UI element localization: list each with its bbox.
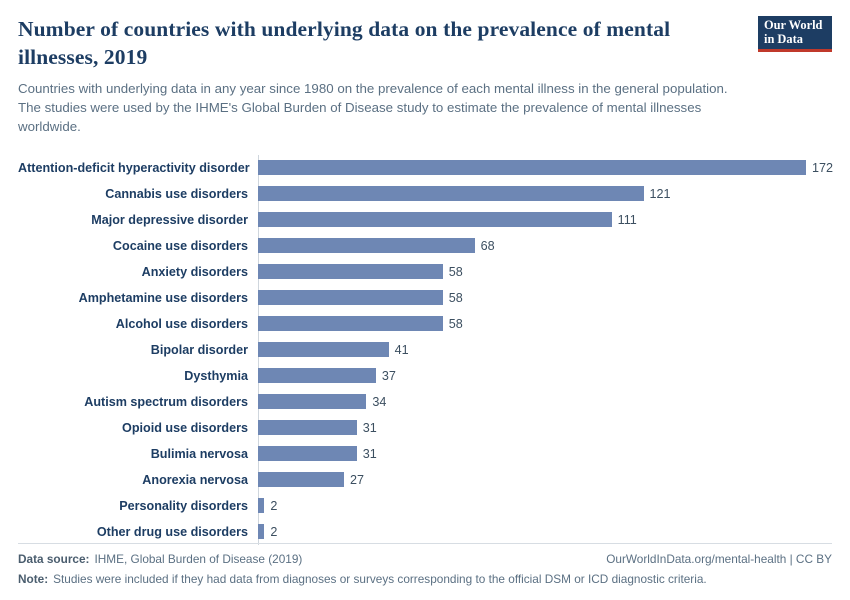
bar[interactable] [258, 316, 443, 331]
bar[interactable] [258, 446, 357, 461]
bar-zone [258, 467, 832, 493]
bar-category-label: Other drug use disorders [96, 524, 248, 539]
bar-row[interactable] [18, 311, 832, 337]
bar[interactable] [258, 498, 264, 513]
bar[interactable] [258, 342, 389, 357]
bar-row[interactable] [18, 207, 832, 233]
bar[interactable] [258, 290, 443, 305]
bar[interactable] [258, 368, 376, 383]
bar-zone [258, 155, 833, 181]
bar-value-label: 58 [448, 290, 463, 305]
bar-row[interactable] [18, 467, 832, 493]
bar-zone [258, 311, 832, 337]
bar-category-label: Anxiety disorders [141, 264, 248, 279]
bar-category-label: Autism spectrum disorders [84, 394, 248, 409]
bar-category-label: Bulimia nervosa [150, 446, 248, 461]
bar-value-label: 2 [270, 498, 278, 513]
note-text: Studies were included if they had data from diagnoses or surveys corresponding to the official DSM or ICD diagnostic criteria. [53, 572, 707, 586]
bar-row[interactable] [18, 493, 832, 519]
footer-link[interactable]: OurWorldInData.org/mental-health | CC BY [606, 552, 832, 566]
bar-category-label: Cocaine use disorders [112, 238, 248, 253]
page-title: Number of countries with underlying data on the prevalence of mental illnesses, 2019 [18, 17, 671, 69]
title-block [18, 16, 738, 137]
bar[interactable] [258, 394, 366, 409]
bar-zone [258, 337, 832, 363]
bar-zone [258, 441, 832, 467]
our-world-in-data-logo[interactable] [758, 16, 832, 52]
bar-row[interactable] [18, 441, 832, 467]
bar-zone [258, 285, 832, 311]
bar-zone [258, 181, 832, 207]
bar-category-label: Bipolar disorder [150, 342, 248, 357]
bar-category-label: Amphetamine use disorders [78, 290, 248, 305]
bar-value-label: 121 [649, 186, 671, 201]
bar-value-label: 31 [362, 420, 377, 435]
bar-zone [258, 259, 832, 285]
note-label: Note: [18, 572, 49, 586]
bar-rows [18, 155, 832, 545]
bar-row[interactable] [18, 519, 832, 545]
footer-source [18, 552, 302, 566]
bar-value-label: 27 [350, 472, 365, 487]
chart-subtitle: Countries with underlying data in any year since 1980 on the prevalence of each mental illness in the general population. The studies were used by the IHME's Global Burden of Disease study to estimate the prevalence of mental illnesses worldwide. [18, 81, 728, 134]
bar-zone [258, 389, 832, 415]
bar-zone [258, 207, 832, 233]
bar[interactable] [258, 186, 644, 201]
chart-footer [18, 543, 832, 586]
chart-header [18, 16, 832, 137]
logo-line-2: in Data [764, 31, 803, 46]
source-label: Data source: [18, 552, 90, 566]
bar-value-label: 37 [381, 368, 396, 383]
bar-category-label: Cannabis use disorders [105, 186, 248, 201]
bar-row[interactable] [18, 285, 832, 311]
bar-category-label: Attention-deficit hyperactivity disorder [18, 160, 250, 175]
bar-row[interactable] [18, 415, 832, 441]
bar-category-label: Dysthymia [184, 368, 248, 383]
source-text: IHME, Global Burden of Disease (2019) [94, 552, 303, 566]
bar[interactable] [258, 264, 443, 279]
bar-value-label: 68 [480, 238, 495, 253]
bar[interactable] [258, 212, 612, 227]
bar[interactable] [258, 472, 344, 487]
bar-value-label: 111 [617, 212, 637, 227]
bar-category-label: Alcohol use disorders [115, 316, 248, 331]
bar-zone [258, 493, 832, 519]
bar[interactable] [258, 420, 357, 435]
bar-chart [18, 155, 832, 545]
bar-value-label: 172 [812, 160, 834, 175]
bar-category-label: Major depressive disorder [91, 212, 248, 227]
bar-row[interactable] [18, 181, 832, 207]
bar-category-label: Personality disorders [119, 498, 248, 513]
footer-note [18, 572, 832, 586]
logo-line-1: Our World [764, 17, 823, 32]
bar-row[interactable] [18, 337, 832, 363]
bar-value-label: 41 [394, 342, 409, 357]
bar[interactable] [258, 160, 806, 175]
bar-row[interactable] [18, 259, 832, 285]
bar-row[interactable] [18, 155, 832, 181]
bar[interactable] [258, 524, 264, 539]
bar[interactable] [258, 238, 475, 253]
bar-zone [258, 519, 832, 545]
bar-value-label: 58 [448, 264, 463, 279]
bar-value-label: 58 [448, 316, 463, 331]
bar-category-label: Opioid use disorders [122, 420, 248, 435]
bar-zone [258, 233, 832, 259]
bar-value-label: 31 [362, 446, 377, 461]
bar-zone [258, 363, 832, 389]
footer-source-row [18, 552, 832, 566]
bar-category-label: Anorexia nervosa [142, 472, 248, 487]
bar-row[interactable] [18, 233, 832, 259]
bar-row[interactable] [18, 389, 832, 415]
bar-value-label: 2 [270, 524, 278, 539]
bar-row[interactable] [18, 363, 832, 389]
bar-zone [258, 415, 832, 441]
bar-value-label: 34 [372, 394, 387, 409]
